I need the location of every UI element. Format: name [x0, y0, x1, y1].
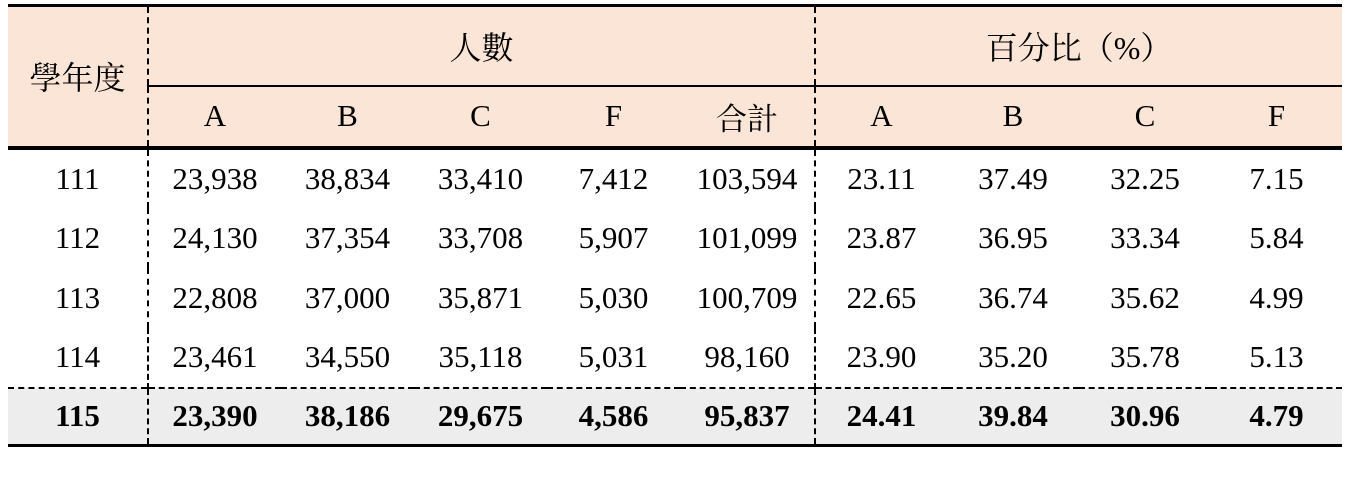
table-body	[8, 148, 1342, 446]
percent-cell: 36.95	[947, 208, 1079, 268]
count-cell: 98,160	[680, 328, 815, 388]
percent-cell: 32.25	[1079, 148, 1211, 208]
count-cell: 37,000	[281, 268, 414, 328]
counts-group-header: 人數	[148, 6, 815, 86]
table-row	[8, 148, 1342, 208]
count-cell: 5,907	[547, 208, 680, 268]
count-cell: 37,354	[281, 208, 414, 268]
column-header-percent-f: F	[1211, 86, 1342, 148]
percent-cell: 36.74	[947, 268, 1079, 328]
percent-cell: 33.34	[1079, 208, 1211, 268]
count-cell: 100,709	[680, 268, 815, 328]
column-header-counts-c: C	[414, 86, 547, 148]
year-cell: 112	[8, 208, 148, 268]
count-cell: 33,708	[414, 208, 547, 268]
percent-cell: 23.90	[815, 328, 947, 388]
group-header-row	[8, 6, 1342, 86]
count-cell: 101,099	[680, 208, 815, 268]
stats-table	[8, 4, 1342, 447]
count-cell: 23,390	[148, 388, 281, 446]
count-cell: 23,461	[148, 328, 281, 388]
count-cell: 35,118	[414, 328, 547, 388]
count-cell: 29,675	[414, 388, 547, 446]
column-header-counts-f: F	[547, 86, 680, 148]
percent-cell: 37.49	[947, 148, 1079, 208]
year-column-header: 學年度	[8, 6, 148, 148]
table-row	[8, 208, 1342, 268]
year-cell: 115	[8, 388, 148, 446]
column-header-percent-c: C	[1079, 86, 1211, 148]
percent-cell: 30.96	[1079, 388, 1211, 446]
column-header-counts-b: B	[281, 86, 414, 148]
column-header-percent-b: B	[947, 86, 1079, 148]
percent-cell: 35.78	[1079, 328, 1211, 388]
percent-cell: 4.79	[1211, 388, 1342, 446]
percent-cell: 4.99	[1211, 268, 1342, 328]
percent-cell: 23.87	[815, 208, 947, 268]
count-cell: 103,594	[680, 148, 815, 208]
count-cell: 4,586	[547, 388, 680, 446]
count-cell: 24,130	[148, 208, 281, 268]
year-cell: 111	[8, 148, 148, 208]
count-cell: 5,031	[547, 328, 680, 388]
percent-group-header: 百分比（%）	[815, 6, 1342, 86]
table-header	[8, 6, 1342, 148]
percent-cell: 23.11	[815, 148, 947, 208]
count-cell: 5,030	[547, 268, 680, 328]
percent-cell: 39.84	[947, 388, 1079, 446]
table-row	[8, 388, 1342, 446]
count-cell: 38,186	[281, 388, 414, 446]
count-cell: 35,871	[414, 268, 547, 328]
percent-cell: 5.84	[1211, 208, 1342, 268]
percent-cell: 35.20	[947, 328, 1079, 388]
year-cell: 113	[8, 268, 148, 328]
column-header-counts-合計: 合計	[680, 86, 815, 148]
sub-header-row	[8, 86, 1342, 148]
count-cell: 38,834	[281, 148, 414, 208]
count-cell: 7,412	[547, 148, 680, 208]
percent-cell: 5.13	[1211, 328, 1342, 388]
percent-cell: 24.41	[815, 388, 947, 446]
table-row	[8, 268, 1342, 328]
column-header-counts-a: A	[148, 86, 281, 148]
percent-cell: 22.65	[815, 268, 947, 328]
count-cell: 22,808	[148, 268, 281, 328]
year-cell: 114	[8, 328, 148, 388]
percent-cell: 7.15	[1211, 148, 1342, 208]
count-cell: 95,837	[680, 388, 815, 446]
percent-cell: 35.62	[1079, 268, 1211, 328]
count-cell: 34,550	[281, 328, 414, 388]
column-header-percent-a: A	[815, 86, 947, 148]
count-cell: 33,410	[414, 148, 547, 208]
count-cell: 23,938	[148, 148, 281, 208]
table-row	[8, 328, 1342, 388]
